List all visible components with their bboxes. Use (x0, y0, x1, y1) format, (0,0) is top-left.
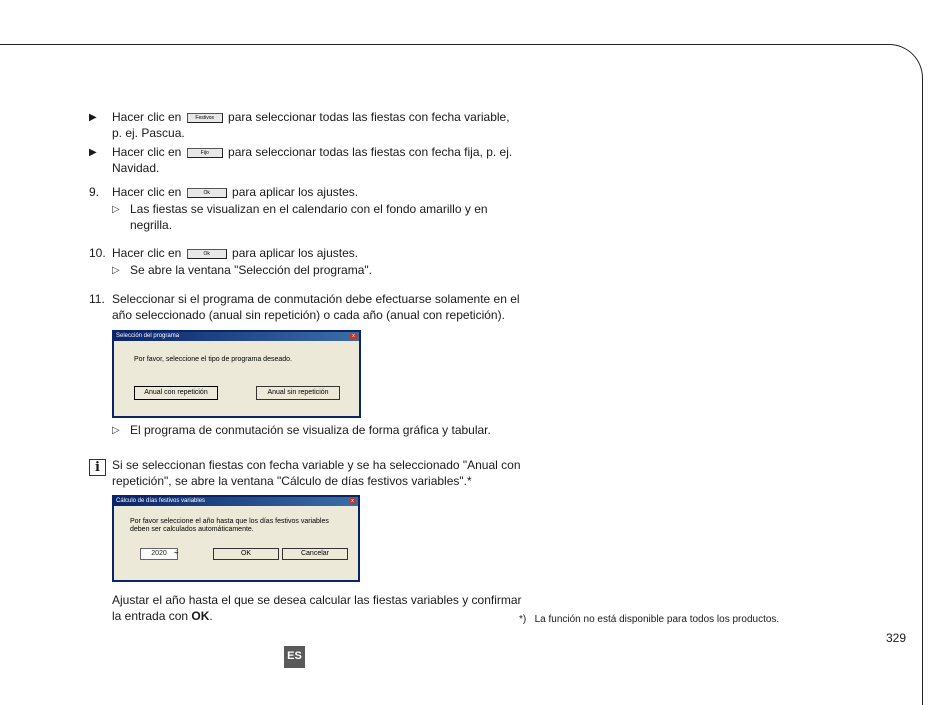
variable-holidays-dialog (112, 495, 360, 582)
text: para aplicar los ajustes. (232, 185, 359, 199)
close-icon[interactable]: x (350, 333, 357, 339)
ok-label: OK (191, 608, 210, 623)
arrow-bullet-icon: ▶ (89, 147, 97, 158)
step-number: 11. (89, 292, 105, 306)
text: Por favor seleccione el año hasta que los días festivos variables (130, 518, 329, 525)
text: Si se seleccionan fiestas con fecha variable y se ha seleccionado "Anual con (112, 458, 521, 472)
dialog-prompt: Por favor, seleccione el tipo de programa deseado. (134, 356, 292, 363)
text: Hacer clic en (112, 145, 182, 159)
dialog-titlebar (114, 332, 359, 341)
close-icon[interactable]: x (349, 498, 356, 504)
text: p. ej. Pascua. (112, 125, 185, 140)
text: Hacer clic en (112, 185, 182, 199)
text: Ajustar el año hasta el que se desea calcular las fiestas variables y confirmar (112, 593, 522, 607)
bullet-variable-holidays (112, 110, 510, 141)
ok-button[interactable]: Ok (187, 249, 227, 259)
bullet-fixed-holidays (112, 145, 512, 176)
step-9 (112, 185, 358, 201)
text: Seleccionar si el programa de conmutación debe efectuarse solamente en el (112, 292, 520, 306)
step-number: 10. (89, 246, 106, 260)
cancel-button[interactable]: Cancelar (282, 548, 348, 560)
dialog-title: Selección del programa (116, 333, 180, 339)
footnote-mark: *) (519, 614, 527, 625)
result-arrow-icon: ▷ (112, 265, 120, 276)
dialog-title: Cálculo de días festivos variables (116, 498, 206, 504)
text: negrilla. (130, 217, 173, 232)
step-number: 9. (89, 185, 100, 199)
final-instruction (112, 593, 522, 624)
step-10 (112, 246, 358, 262)
festivos-button[interactable]: Festivos (187, 113, 223, 123)
step-11-result: El programa de conmutación se visualiza de forma gráfica y tabular. (130, 423, 491, 437)
text: Las fiestas se visualizan en el calendario con el fondo amarillo y en (130, 202, 488, 216)
info-note (112, 458, 521, 489)
annual-without-repeat-button[interactable]: Anual sin repetición (256, 386, 340, 400)
program-selection-dialog (112, 330, 361, 418)
ok-button[interactable]: OK (213, 548, 279, 560)
annual-with-repeat-button[interactable]: Anual con repetición (134, 386, 218, 400)
text: repetición", se abre la ventana "Cálculo de días festivos variables".* (112, 473, 472, 488)
text: año seleccionado (anual sin repetición) o cada año (anual con repetición). (112, 307, 505, 322)
step-11 (112, 292, 520, 323)
result-arrow-icon: ▷ (112, 425, 120, 436)
text: Hacer clic en (112, 110, 182, 124)
language-tab: ES (284, 646, 305, 668)
arrow-bullet-icon: ▶ (89, 112, 97, 123)
step-9-result (130, 202, 488, 233)
fijo-button[interactable]: Fijo (187, 148, 223, 158)
text: Hacer clic en (112, 246, 182, 260)
text: deben ser calculados automáticamente. (130, 526, 254, 533)
text: para seleccionar todas las fiestas con fecha fija, p. ej. (228, 145, 513, 159)
step-10-result: Se abre la ventana "Selección del programa". (130, 263, 372, 277)
text: para seleccionar todas las fiestas con fecha variable, (228, 110, 510, 124)
dialog-prompt (130, 518, 329, 534)
ok-button[interactable]: Ok (187, 188, 227, 198)
spinner-icon[interactable]: ÷ (174, 548, 179, 557)
text: para aplicar los ajustes. (232, 246, 359, 260)
footnote (519, 614, 779, 625)
info-icon: i (89, 459, 106, 476)
text: la entrada con (112, 608, 189, 623)
footnote-text: La función no está disponible para todos los productos. (534, 614, 780, 625)
dialog-titlebar (114, 497, 358, 506)
year-input[interactable]: 2020 (140, 548, 178, 560)
text: . (209, 608, 213, 623)
text: Navidad. (112, 160, 160, 175)
page-number: 329 (886, 631, 907, 645)
result-arrow-icon: ▷ (112, 204, 120, 215)
